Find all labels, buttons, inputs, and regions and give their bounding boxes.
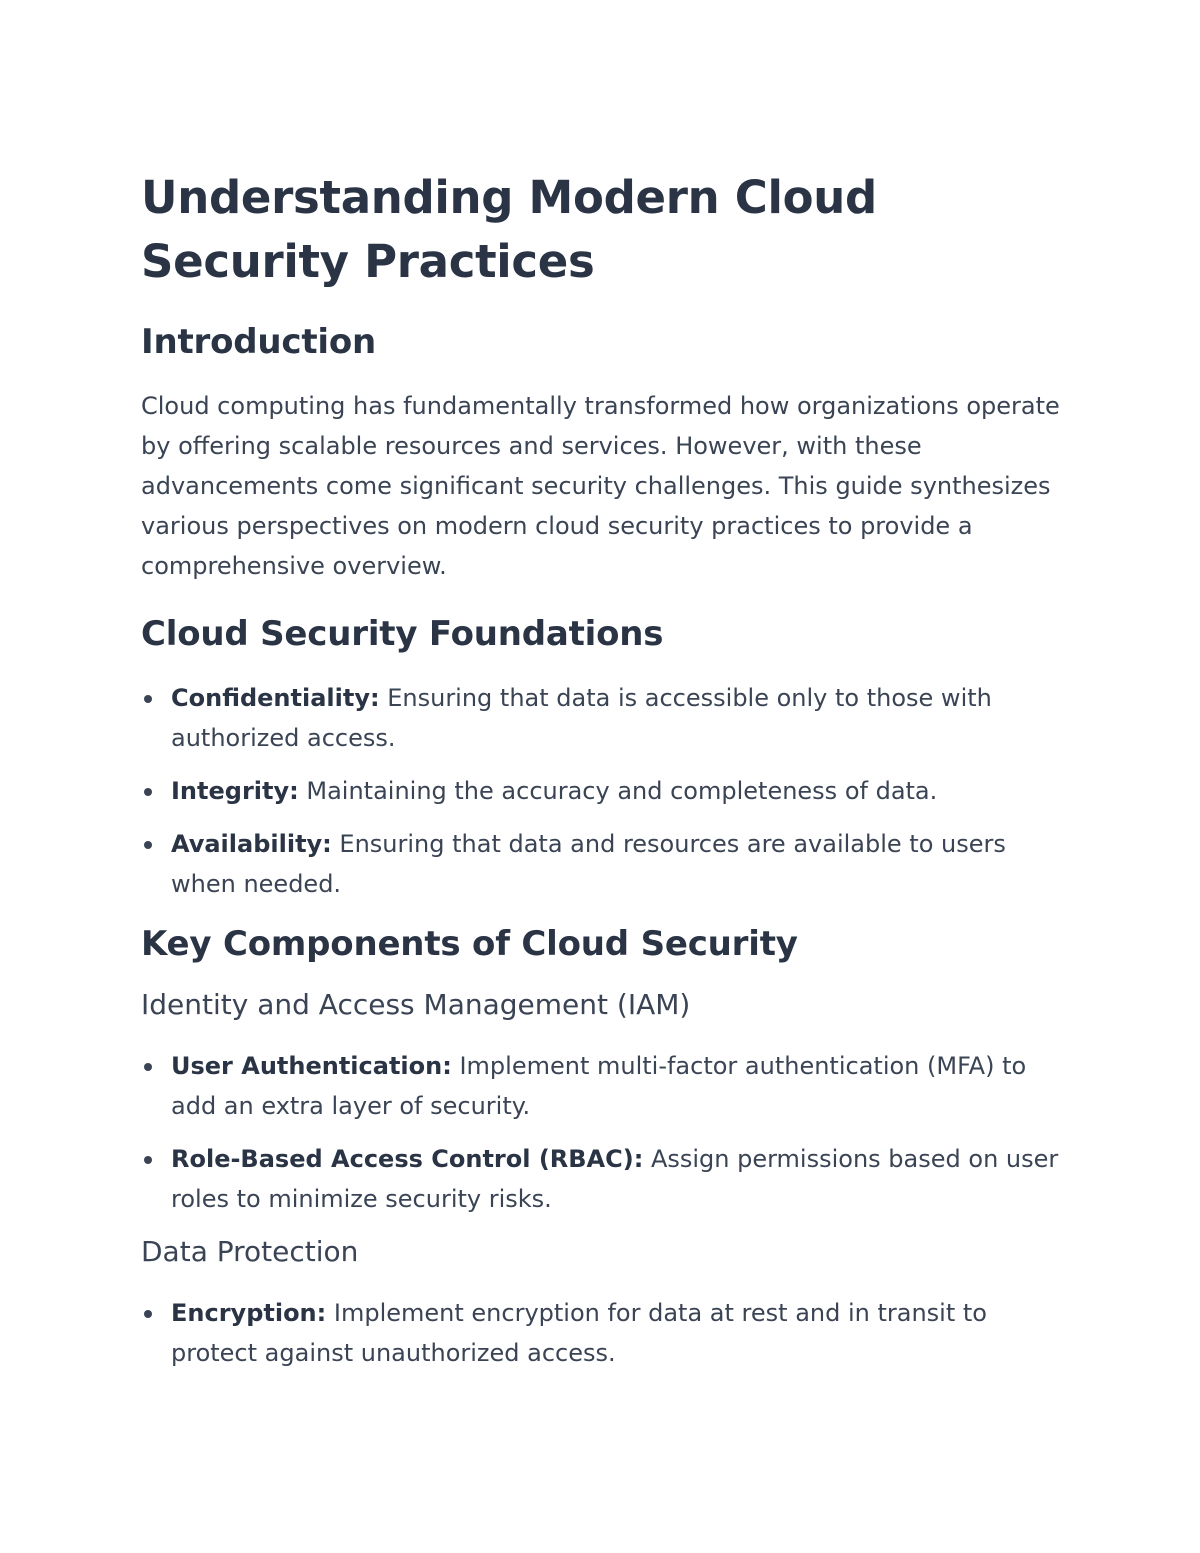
list-item-term: Confidentiality: — [171, 684, 380, 712]
subsection-heading-iam: Identity and Access Management (IAM) — [141, 988, 691, 1021]
section-heading-foundations: Cloud Security Foundations — [141, 614, 664, 654]
section-heading-key-components: Key Components of Cloud Security — [141, 924, 798, 964]
list-item — [141, 1139, 1061, 1219]
list-item-term: Integrity: — [171, 777, 299, 805]
bullet-icon — [144, 1063, 152, 1071]
bullet-icon — [144, 841, 152, 849]
list-item — [141, 771, 1061, 811]
list-item — [141, 678, 1061, 758]
list-item-text: Implement encryption for data at rest and in transit to protect against unauthorized access. — [171, 1299, 987, 1367]
iam-list — [141, 1046, 1061, 1219]
introduction-paragraph: Cloud computing has fundamentally transformed how organizations operate by offering scalable resources and services. However, with these advancements come significant security challenges. This guide synthesizes various perspectives on modern cloud security practices to provide a comprehensive overview. — [141, 392, 1060, 580]
data-protection-list — [141, 1293, 1061, 1373]
list-item-text: Ensuring that data and resources are available to users when needed. — [171, 830, 1006, 898]
list-item-term: Role-Based Access Control (RBAC): — [171, 1145, 644, 1173]
list-item — [141, 1046, 1061, 1126]
document-page — [141, 166, 1061, 1373]
subsection-heading-data-protection: Data Protection — [141, 1235, 359, 1268]
foundations-list — [141, 678, 1061, 904]
bullet-icon — [144, 788, 152, 796]
list-item-text: Maintaining the accuracy and completeness of data. — [298, 777, 938, 805]
list-item — [141, 824, 1061, 904]
section-heading-introduction: Introduction — [141, 322, 377, 362]
page-title: Understanding Modern Cloud Security Practices — [141, 171, 877, 288]
list-item-text: Assign permissions based on user roles to minimize security risks. — [171, 1145, 1059, 1213]
list-item-term: Encryption: — [171, 1299, 327, 1327]
list-item-term: Availability: — [171, 830, 332, 858]
bullet-icon — [144, 1310, 152, 1318]
list-item — [141, 1293, 1061, 1373]
bullet-icon — [144, 695, 152, 703]
list-item-term: User Authentication: — [171, 1052, 452, 1080]
list-item-text: Implement multi-factor authentication (MFA) to add an extra layer of security. — [171, 1052, 1027, 1120]
bullet-icon — [144, 1156, 152, 1164]
list-item-text: Ensuring that data is accessible only to those with authorized access. — [171, 684, 992, 752]
